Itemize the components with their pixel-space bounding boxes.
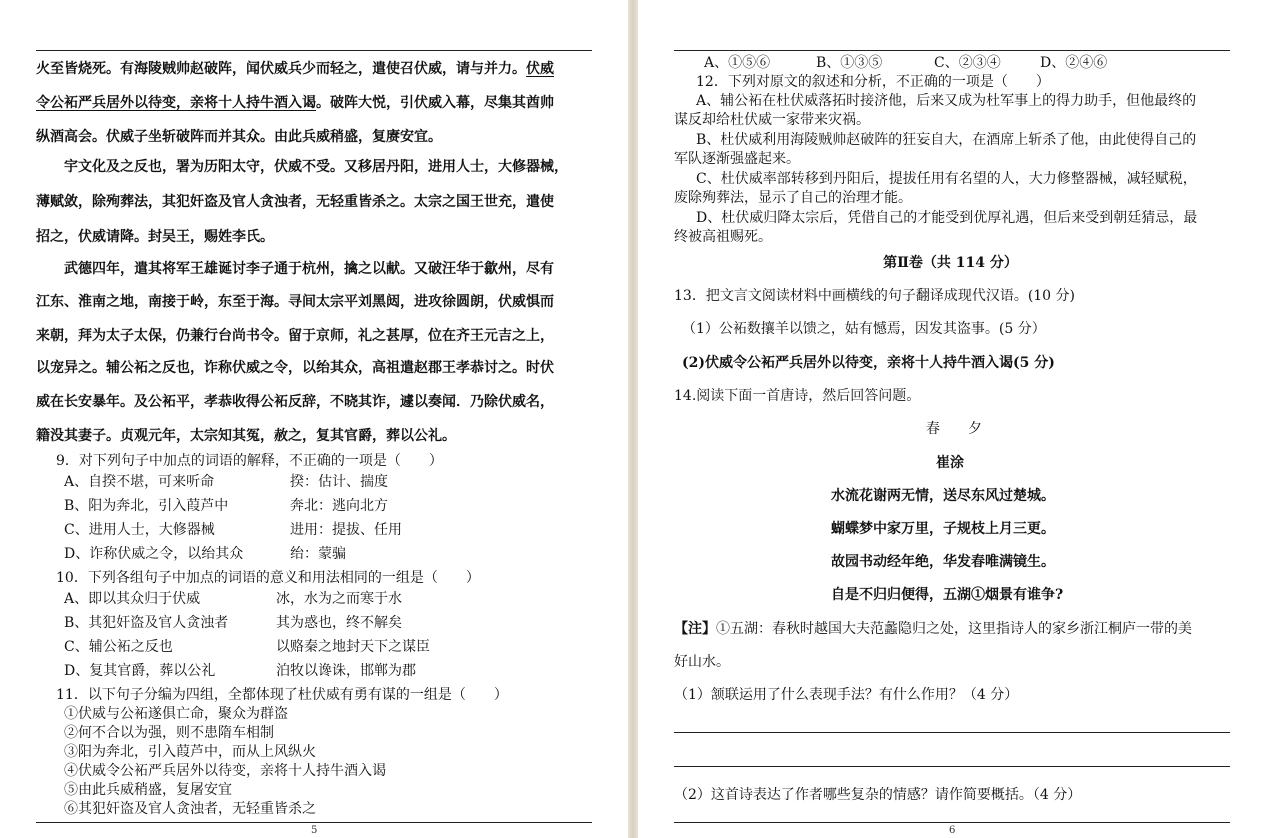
answer-line[interactable]: [674, 766, 1230, 767]
q9-option-c: C、进用人士，大修器械: [64, 522, 215, 538]
page-number: 5: [311, 825, 318, 836]
question-12-stem: 12．下列对原文的叙述和分析，不正确的一项是（ ）: [696, 74, 1050, 90]
passage-text: 纵酒高会。伏威子坐斩破阵而并其众。由此兵威稍盛，复赓安宜。: [36, 129, 442, 145]
poem-title: 春 夕: [926, 421, 982, 437]
passage-text: 火至皆烧死。有海陵贼帅赵破阵，闻伏威兵少而轻之，遣使召伏威，请与并力。: [36, 61, 526, 77]
q10-option-d: D、复其官爵，葬以公礼: [64, 663, 216, 679]
poem-line: 自是不归归便得，五湖①烟景有谁争?: [831, 587, 1064, 603]
passage-line: 威在长安暴年。及公袥平，孝恭收得公袥反辞，不晓其诈，遽以奏闻．乃除伏威名，: [36, 394, 554, 410]
q14-sub-1: （1）颔联运用了什么表现手法？有什么作用？（4 分）: [674, 687, 1019, 703]
passage-line: 武德四年，遣其将军王雄诞讨李子通于杭州，擒之以献。又破汪华于歙州，尽有: [64, 261, 554, 277]
poem-note-cont: 好山水。: [674, 654, 730, 670]
page-number: 6: [949, 825, 956, 836]
q10-option-a-compare: 冰，水为之而寒于水: [276, 591, 402, 607]
exam-page-5: [0, 0, 628, 838]
q11-item: ②何不合以为强，则不患隋车相制: [64, 725, 274, 741]
q10-option-c-compare: 以赂秦之地封天下之谋臣: [276, 639, 430, 655]
note-text: ①五湖：春秋时越国大夫范蠡隐归之处，这里指诗人的家乡浙江桐庐一带的美: [716, 621, 1192, 637]
q11-item: ③阳为奔北，引入葭芦中，而从上风纵火: [64, 744, 316, 760]
q13-sentence-2: (2)伏威令公袥严兵居外以待变，亲将十人持牛酒入谒(5 分): [682, 355, 1055, 371]
top-rule: [36, 50, 592, 51]
q11-option-d: D、②④⑥: [1040, 55, 1108, 71]
q11-item: ⑥其犯奸盗及官人贪浊者，无轻重皆杀之: [64, 801, 316, 817]
q12-option-d: D、杜伏威归降太宗后，凭借自己的才能受到优厚礼遇，但后来受到朝廷猜忌，最: [696, 210, 1198, 226]
section-title: 第Ⅱ卷（共 114 分）: [883, 255, 1018, 271]
top-rule: [674, 50, 1230, 51]
exam-page-6: [638, 0, 1263, 838]
q11-item: ④伏威令公袥严兵居外以待变，亲将十人持牛酒入谒: [64, 763, 386, 779]
q11-option-c: C、②③④: [934, 55, 1001, 71]
q9-option-b: B、阳为奔北，引入葭芦中: [64, 498, 229, 514]
q10-option-b-compare: 其为惑也，终不解矣: [276, 615, 402, 631]
q9-option-b-gloss: 奔北：逃向北方: [290, 498, 388, 514]
poem-line: 蝴蝶梦中家万里，子规枝上月三更。: [831, 521, 1055, 537]
underlined-sentence: 伏威: [526, 61, 554, 77]
q10-option-d-compare: 泊牧以谗诛，邯郸为郡: [276, 663, 416, 679]
q12-option-b: B、杜伏威利用海陵贼帅赵破阵的狂妄自大，在酒席上斩杀了他，由此使得自己的: [696, 132, 1197, 148]
bottom-rule: [674, 822, 1230, 823]
poem-author: 崔涂: [936, 455, 964, 471]
q12-option-d-cont: 终被高祖赐死。: [674, 229, 772, 245]
question-14-stem: 14.阅读下面一首唐诗，然后回答问题。: [674, 388, 921, 404]
answer-line[interactable]: [674, 732, 1230, 733]
passage-text: 。破阵大悦，引伏威入幕，尽集其酋帅: [316, 95, 554, 111]
poem-line: 故园书动经年绝，华发春唯满镜生。: [831, 554, 1055, 570]
question-9-stem: 9．对下列句子中加点的词语的解释，不正确的一项是（ ）: [56, 453, 443, 469]
q14-sub-2: （2）这首诗表达了作者哪些复杂的情感？请作简要概括。（4 分）: [674, 787, 1082, 803]
q13-sentence-1: （1）公袥数攘羊以馈之，姑有憾焉，因发其盗事。(5 分）: [682, 321, 1046, 337]
q12-option-c: C、杜伏威率部转移到丹阳后，提拔任用有名望的人，大力修整器械，减轻赋税，: [696, 171, 1197, 187]
note-label: 【注】: [674, 621, 716, 637]
underlined-sentence: 令公袥严兵居外以待变，亲将十人持牛酒入谒: [36, 95, 316, 111]
q10-option-a: A、即以其众归于伏威: [64, 591, 201, 607]
q9-option-c-gloss: 进用：提拔、任用: [290, 522, 402, 538]
q11-item: ⑤由此兵威稍盛，复屠安宜: [64, 782, 232, 798]
passage-line: 来朝，拜为太子太保，仍兼行台尚书令。留于京师，礼之甚厚，位在齐王元吉之上，: [36, 328, 554, 344]
question-10-stem: 10．下列各组句子中加点的词语的意义和用法相同的一组是（ ）: [56, 570, 480, 586]
poem-note: [674, 620, 1192, 638]
q12-option-a-cont: 谋反却给杜伏威一家带来灾祸。: [674, 112, 870, 128]
passage-line: [36, 128, 442, 146]
q10-option-b: B、其犯奸盗及官人贪浊者: [64, 615, 229, 631]
question-11-stem: 11．以下句子分编为四组，全都体现了杜伏威有勇有谋的一组是（ ）: [56, 687, 508, 703]
passage-line: 宇文化及之反也，署为历阳太守，伏威不受。又移居丹阳，进用人士，大修器械，: [64, 159, 568, 175]
bottom-rule: [36, 822, 592, 823]
passage-line: 江东、淮南之地，南接于岭，东至于海。寻间太宗平刘黑闼，进攻徐圆朗，伏威惧而: [36, 294, 554, 310]
passage-line: [36, 94, 554, 112]
passage-line: 籍没其妻子。贞观元年，太宗知其冤，赦之，复其官爵，葬以公礼。: [36, 428, 456, 444]
q11-item: ①伏威与公袥遂俱亡命，聚众为群盗: [64, 706, 288, 722]
passage-line: 招之，伏威请降。封吴王，赐姓李氏。: [36, 229, 274, 245]
poem-line: 水流花谢两无情，送尽东风过楚城。: [831, 488, 1055, 504]
passage-line: [36, 60, 554, 78]
q9-option-d-gloss: 绐：蒙骗: [290, 546, 346, 562]
passage-line: 以宠异之。辅公袥之反也，诈称伏威之令，以绐其众，高祖遣赵郡王孝恭讨之。时伏: [36, 360, 554, 376]
q11-option-b: B、①③⑤: [816, 55, 883, 71]
question-13-stem: 13．把文言文阅读材料中画横线的句子翻译成现代汉语。(10 分): [674, 288, 1076, 304]
q9-option-a-gloss: 揆：估计、揣度: [290, 474, 388, 490]
page-gutter: [628, 0, 638, 838]
q10-option-c: C、辅公袥之反也: [64, 639, 173, 655]
q12-option-a: A、辅公袥在杜伏威落拓时接济他，后来又成为杜军事上的得力助手，但他最终的: [696, 93, 1197, 109]
q12-option-c-cont: 废除殉葬法，显示了自己的治理才能。: [674, 190, 912, 206]
q9-option-d: D、诈称伏威之令，以绐其众: [64, 546, 244, 562]
passage-line: 薄赋敛，除殉葬法，其犯奸盗及官人贪浊者，无轻重皆杀之。太宗之国王世充，遣使: [36, 194, 554, 210]
q11-option-a: A、①⑤⑥: [704, 55, 771, 71]
q12-option-b-cont: 军队逐渐强盛起来。: [674, 151, 800, 167]
q9-option-a: A、自揆不堪，可来听命: [64, 474, 215, 490]
